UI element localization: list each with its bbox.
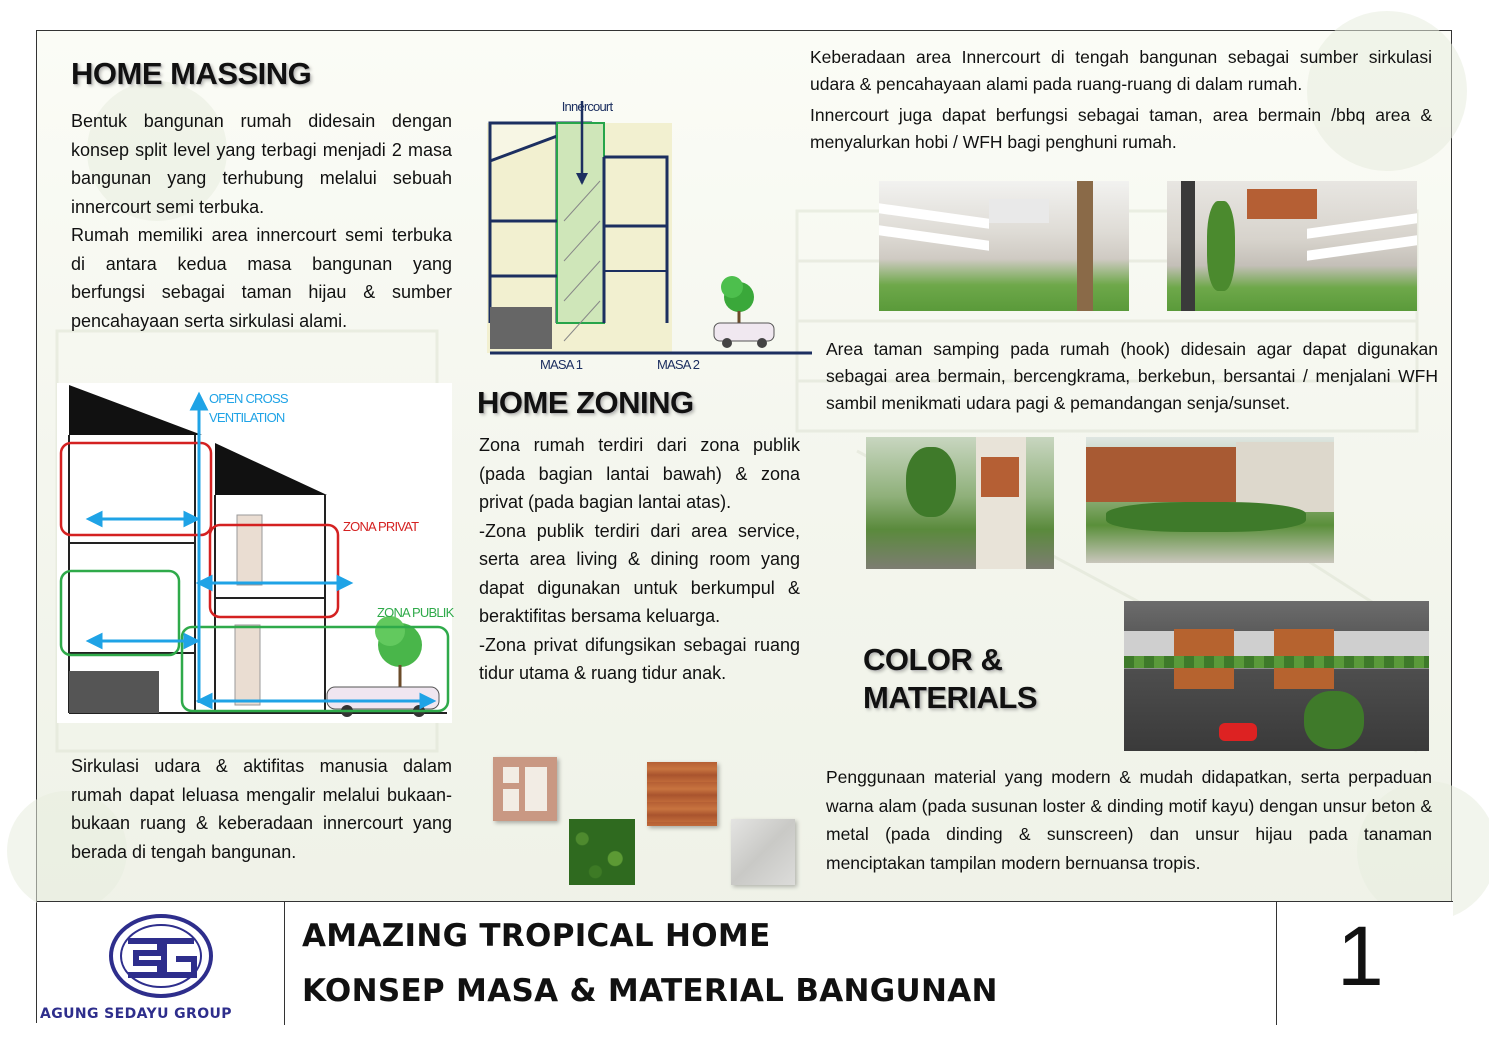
home-massing-paragraph-1: Bentuk bangunan rumah didesain dengan konsep split level yang terbagi menjadi 2 masa bangunan yang terhubung melalui sebuah innercourt semi terbuka.: [71, 111, 452, 217]
company-name: AGUNG SEDAYU GROUP: [40, 1006, 232, 1022]
home-zoning-bullet-1: -Zona publik terdiri dari area service, serta area living & dining room yang dapat digunakan untuk berkumpul & beraktifitas bersama keluarga.: [479, 520, 800, 626]
facade-render: [1124, 601, 1429, 751]
zona-publik-label: ZONA PUBLIK: [377, 605, 454, 620]
page-number: 1: [1337, 909, 1384, 1003]
circulation-text: Sirkulasi udara & aktifitas manusia dalam rumah dapat leluasa mengalir melalui bukaan-bukaan ruang & keberadaan innercourt yang berada di tengah bangunan.: [71, 756, 452, 862]
garden-text: Area taman samping pada rumah (hook) didesain agar dapat digunakan sebagai area bermain, bercengkrama, berkebun, bersantai / menjalani WFH sambil menikmati udara pagi & pemandangan senja/sunset.: [826, 339, 1438, 413]
color-materials-heading-line-2: MATERIALS: [863, 680, 1038, 715]
title-block-footer: [37, 901, 1453, 1025]
innercourt-text: [810, 44, 1432, 156]
masa-1-label: MASA 1: [540, 357, 583, 372]
innercourt-render-2: [1167, 181, 1417, 311]
home-zoning-paragraph: Zona rumah terdiri dari zona publik (pada bagian lantai bawah) & zona privat (pada bagian lantai atas).: [479, 435, 800, 512]
sheet-title: KONSEP MASA & MATERIAL BANGUNAN: [302, 973, 998, 1009]
color-materials-heading-line-1: COLOR &: [863, 642, 1003, 677]
masa-2-label: MASA 2: [657, 357, 700, 372]
home-massing-paragraph-2: Rumah memiliki area innercourt semi terbuka di antara kedua masa bangunan yang berfungsi sebagai taman hijau & sumber pencahayaan serta sirkulasi alami.: [71, 225, 452, 331]
innercourt-label: Innercourt: [561, 99, 613, 114]
innercourt-render-1: [879, 181, 1129, 311]
home-zoning-bullet-2: -Zona privat difungsikan sebagai ruang tidur utama & ruang tidur anak.: [479, 634, 800, 683]
home-massing-text: [71, 107, 452, 335]
presentation-sheet: [36, 30, 1452, 1023]
loster-block-swatch: [493, 757, 557, 821]
side-garden-render-1: [866, 437, 1054, 569]
innercourt-paragraph-1: Keberadaan area Innercourt di tengah bangunan sebagai sumber sirkulasi udara & pencahayaan alami pada ruang-ruang di dalam rumah.: [810, 47, 1432, 94]
home-zoning-heading: HOME ZONING: [477, 385, 694, 420]
wood-texture-swatch: [647, 762, 717, 826]
innercourt-paragraph-2: Innercourt juga dapat berfungsi sebagai taman, area bermain /bbq area & menyalurkan hobi / WFH bagi penghuni rumah.: [810, 105, 1432, 152]
color-materials-heading: [863, 641, 1037, 717]
home-zoning-diagram: [57, 383, 452, 723]
side-garden-render-2: [1086, 437, 1334, 563]
home-zoning-text: [479, 431, 800, 688]
footer-divider-1: [284, 902, 285, 1025]
ventilation-label-line-1: OPEN CROSS: [209, 391, 288, 406]
concrete-texture-swatch: [731, 819, 795, 885]
home-massing-heading: HOME MASSING: [71, 56, 312, 91]
green-wall-swatch: [569, 819, 635, 885]
zona-privat-label: ZONA PRIVAT: [343, 519, 419, 534]
color-materials-text: Penggunaan material yang modern & mudah didapatkan, serta perpaduan warna alam (pada susunan loster & dinding motif kayu) dengan unsur beton & metal (pada dinding & sunscreen) dan unsur hijau pada tanaman menciptakan tampilan modern bernuansa tropis.: [826, 767, 1432, 873]
footer-divider-2: [1276, 902, 1277, 1025]
ventilation-label-line-2: VENTILATION: [209, 410, 285, 425]
innercourt-section-diagram: [482, 61, 772, 372]
project-title: AMAZING TROPICAL HOME: [302, 918, 771, 954]
agung-sedayu-logo-icon: [108, 913, 214, 999]
